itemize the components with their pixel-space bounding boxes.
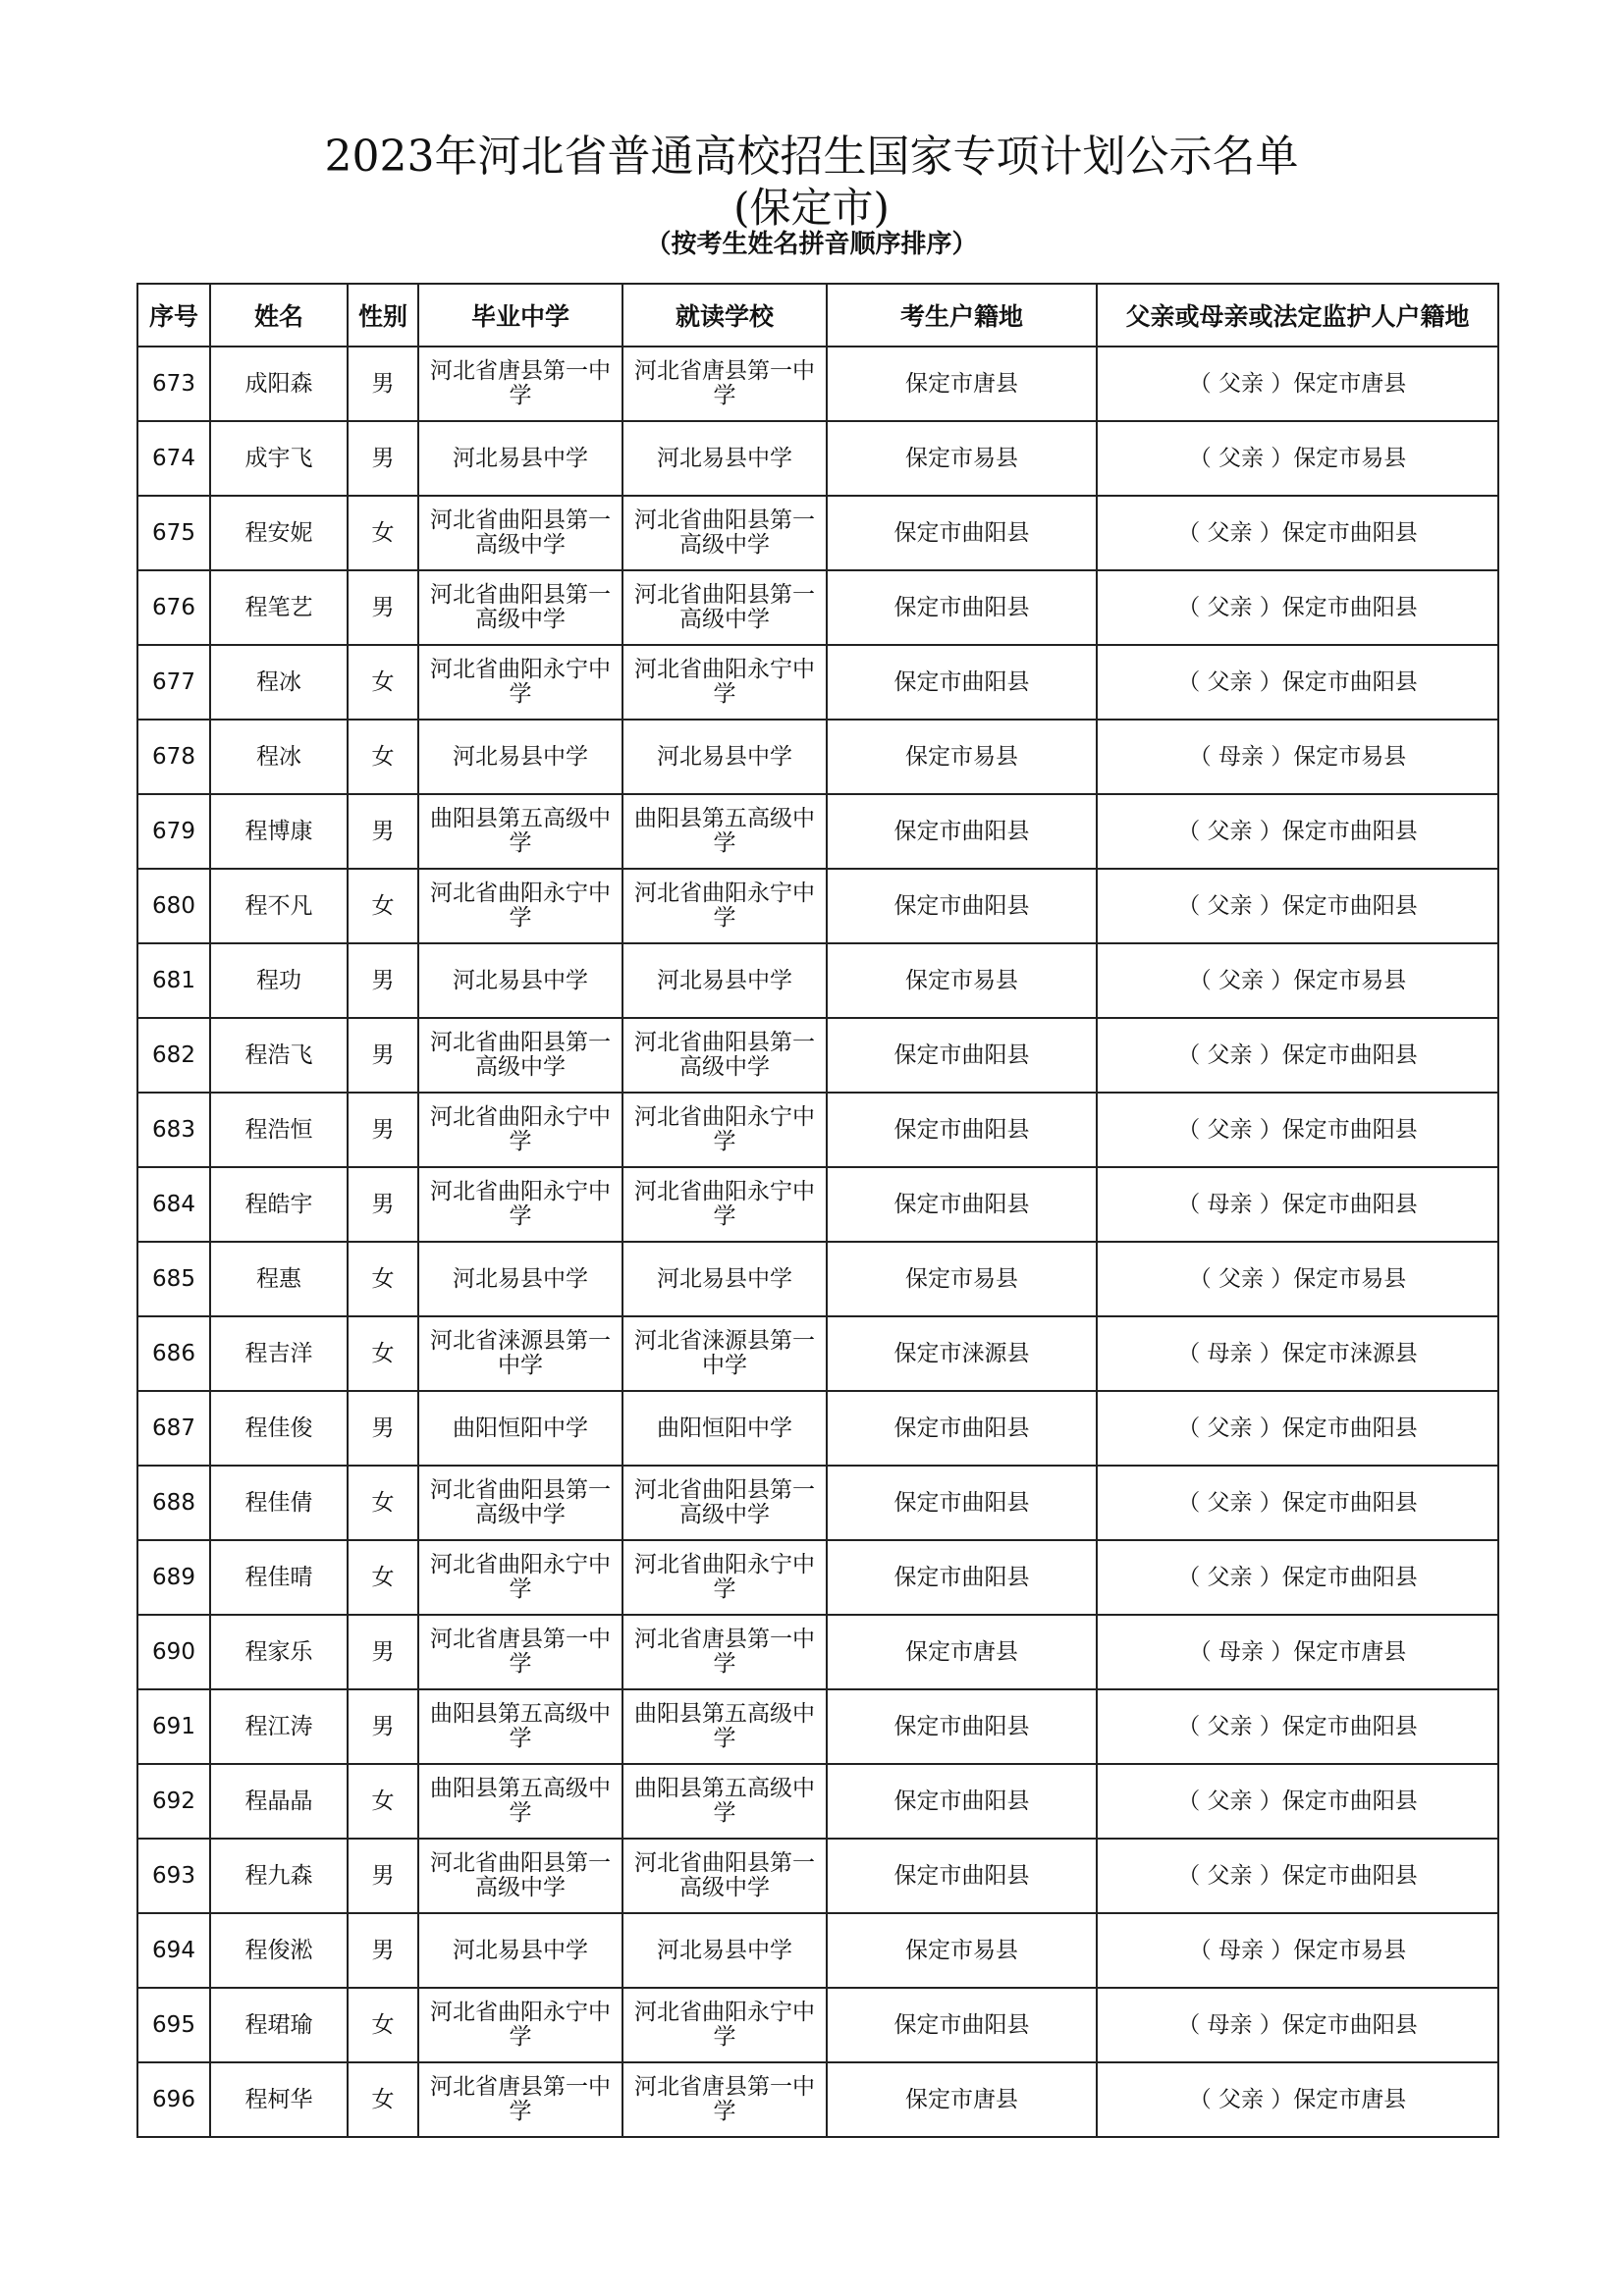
cell-grad-school: 河北省曲阳县第一高级中学: [418, 1018, 622, 1093]
cell-id: 687: [137, 1391, 210, 1466]
cell-current-school: 曲阳县第五高级中学: [622, 1689, 827, 1764]
cell-name: 程佳俊: [210, 1391, 348, 1466]
cell-guardian: （ 父亲 ）保定市曲阳县: [1097, 1764, 1498, 1839]
cell-guardian: （ 父亲 ）保定市易县: [1097, 421, 1498, 496]
cell-id: 695: [137, 1988, 210, 2062]
cell-gender: 男: [348, 570, 418, 645]
cell-household: 保定市易县: [827, 1913, 1097, 1988]
sort-note: （按考生姓名拼音顺序排序）: [645, 230, 978, 259]
cell-current-school: 河北省唐县第一中学: [622, 1615, 827, 1689]
cell-household: 保定市曲阳县: [827, 1764, 1097, 1839]
cell-guardian: （ 父亲 ）保定市唐县: [1097, 2062, 1498, 2137]
cell-id: 680: [137, 869, 210, 943]
cell-grad-school: 曲阳县第五高级中学: [418, 1764, 622, 1839]
cell-id: 676: [137, 570, 210, 645]
cell-gender: 女: [348, 1988, 418, 2062]
cell-name: 成宇飞: [210, 421, 348, 496]
cell-grad-school: 河北易县中学: [418, 1913, 622, 1988]
cell-guardian: （ 父亲 ）保定市曲阳县: [1097, 1839, 1498, 1913]
cell-grad-school: 河北省曲阳永宁中学: [418, 645, 622, 720]
cell-id: 692: [137, 1764, 210, 1839]
cell-grad-school: 河北省曲阳永宁中学: [418, 1988, 622, 2062]
cell-id: 684: [137, 1167, 210, 1242]
cell-guardian: （ 母亲 ）保定市唐县: [1097, 1615, 1498, 1689]
cell-household: 保定市唐县: [827, 2062, 1097, 2137]
cell-household: 保定市曲阳县: [827, 496, 1097, 570]
cell-guardian: （ 母亲 ）保定市涞源县: [1097, 1316, 1498, 1391]
cell-current-school: 河北易县中学: [622, 421, 827, 496]
table-row: [137, 570, 1498, 645]
cell-grad-school: 河北省曲阳永宁中学: [418, 1093, 622, 1167]
header-guardian: 父亲或母亲或法定监护人户籍地: [1097, 284, 1498, 347]
cell-name: 程不凡: [210, 869, 348, 943]
cell-id: 678: [137, 720, 210, 794]
table-row: [137, 1615, 1498, 1689]
cell-id: 685: [137, 1242, 210, 1316]
cell-household: 保定市唐县: [827, 347, 1097, 421]
table-row: [137, 1167, 1498, 1242]
cell-gender: 男: [348, 1093, 418, 1167]
cell-name: 程九森: [210, 1839, 348, 1913]
table-row: [137, 1242, 1498, 1316]
cell-grad-school: 河北省唐县第一中学: [418, 1615, 622, 1689]
cell-household: 保定市曲阳县: [827, 570, 1097, 645]
table-row: [137, 1689, 1498, 1764]
cell-household: 保定市曲阳县: [827, 1689, 1097, 1764]
header-current-school: 就读学校: [622, 284, 827, 347]
cell-name: 程家乐: [210, 1615, 348, 1689]
cell-gender: 女: [348, 2062, 418, 2137]
table-row: [137, 1391, 1498, 1466]
cell-gender: 男: [348, 1167, 418, 1242]
cell-id: 682: [137, 1018, 210, 1093]
table-row: [137, 1466, 1498, 1540]
cell-grad-school: 河北省曲阳县第一高级中学: [418, 1466, 622, 1540]
table-row: [137, 1764, 1498, 1839]
cell-id: 688: [137, 1466, 210, 1540]
cell-id: 674: [137, 421, 210, 496]
cell-grad-school: 河北省曲阳县第一高级中学: [418, 570, 622, 645]
cell-guardian: （ 父亲 ）保定市易县: [1097, 1242, 1498, 1316]
cell-id: 675: [137, 496, 210, 570]
cell-current-school: 河北省唐县第一中学: [622, 347, 827, 421]
cell-guardian: （ 父亲 ）保定市曲阳县: [1097, 794, 1498, 869]
table-header-row: [137, 284, 1498, 347]
cell-grad-school: 河北省曲阳县第一高级中学: [418, 1839, 622, 1913]
cell-household: 保定市易县: [827, 943, 1097, 1018]
cell-grad-school: 河北省曲阳永宁中学: [418, 869, 622, 943]
table-row: [137, 1316, 1498, 1391]
table-row: [137, 1540, 1498, 1615]
cell-household: 保定市曲阳县: [827, 1466, 1097, 1540]
cell-gender: 女: [348, 1242, 418, 1316]
cell-guardian: （ 父亲 ）保定市曲阳县: [1097, 1018, 1498, 1093]
cell-grad-school: 曲阳县第五高级中学: [418, 1689, 622, 1764]
table-row: [137, 943, 1498, 1018]
cell-household: 保定市曲阳县: [827, 869, 1097, 943]
cell-id: 677: [137, 645, 210, 720]
cell-grad-school: 河北省涞源县第一中学: [418, 1316, 622, 1391]
cell-current-school: 河北省曲阳县第一高级中学: [622, 496, 827, 570]
cell-gender: 男: [348, 1689, 418, 1764]
cell-gender: 女: [348, 1540, 418, 1615]
cell-grad-school: 河北易县中学: [418, 1242, 622, 1316]
cell-name: 程功: [210, 943, 348, 1018]
cell-household: 保定市易县: [827, 720, 1097, 794]
cell-guardian: （ 父亲 ）保定市曲阳县: [1097, 1093, 1498, 1167]
cell-gender: 女: [348, 720, 418, 794]
cell-gender: 男: [348, 1913, 418, 1988]
table-row: [137, 869, 1498, 943]
cell-grad-school: 河北易县中学: [418, 421, 622, 496]
cell-household: 保定市曲阳县: [827, 1839, 1097, 1913]
cell-gender: 女: [348, 496, 418, 570]
cell-gender: 男: [348, 1391, 418, 1466]
cell-household: 保定市曲阳县: [827, 1167, 1097, 1242]
cell-grad-school: 河北省唐县第一中学: [418, 347, 622, 421]
cell-name: 程安妮: [210, 496, 348, 570]
cell-gender: 男: [348, 1839, 418, 1913]
cell-gender: 男: [348, 1615, 418, 1689]
header-id: 序号: [137, 284, 210, 347]
table-row: [137, 347, 1498, 421]
cell-current-school: 河北省曲阳永宁中学: [622, 1540, 827, 1615]
cell-id: 696: [137, 2062, 210, 2137]
cell-current-school: 河北省曲阳县第一高级中学: [622, 1018, 827, 1093]
cell-name: 程浩飞: [210, 1018, 348, 1093]
cell-name: 程冰: [210, 645, 348, 720]
table-row: [137, 1093, 1498, 1167]
cell-name: 程江涛: [210, 1689, 348, 1764]
cell-gender: 女: [348, 1764, 418, 1839]
cell-name: 程惠: [210, 1242, 348, 1316]
cell-grad-school: 曲阳县第五高级中学: [418, 794, 622, 869]
table-row: [137, 2062, 1498, 2137]
cell-household: 保定市曲阳县: [827, 1093, 1097, 1167]
cell-household: 保定市曲阳县: [827, 794, 1097, 869]
table-row: [137, 645, 1498, 720]
table-body: [137, 347, 1498, 2137]
cell-guardian: （ 父亲 ）保定市曲阳县: [1097, 1391, 1498, 1466]
cell-name: 程博康: [210, 794, 348, 869]
cell-grad-school: 河北省曲阳县第一高级中学: [418, 496, 622, 570]
cell-guardian: （ 母亲 ）保定市易县: [1097, 1913, 1498, 1988]
cell-gender: 女: [348, 1466, 418, 1540]
header-grad-school: 毕业中学: [418, 284, 622, 347]
cell-guardian: （ 母亲 ）保定市曲阳县: [1097, 1988, 1498, 2062]
cell-name: 程冰: [210, 720, 348, 794]
cell-id: 681: [137, 943, 210, 1018]
cell-household: 保定市曲阳县: [827, 1018, 1097, 1093]
document-subtitle: (保定市): [733, 184, 890, 232]
cell-guardian: （ 父亲 ）保定市曲阳县: [1097, 1466, 1498, 1540]
cell-name: 程晶晶: [210, 1764, 348, 1839]
cell-household: 保定市曲阳县: [827, 1391, 1097, 1466]
cell-gender: 女: [348, 645, 418, 720]
cell-household: 保定市唐县: [827, 1615, 1097, 1689]
cell-id: 689: [137, 1540, 210, 1615]
roster-table: [136, 283, 1499, 2138]
cell-guardian: （ 母亲 ）保定市曲阳县: [1097, 1167, 1498, 1242]
cell-gender: 男: [348, 794, 418, 869]
cell-grad-school: 河北省曲阳永宁中学: [418, 1167, 622, 1242]
cell-guardian: （ 父亲 ）保定市曲阳县: [1097, 645, 1498, 720]
cell-current-school: 河北省曲阳县第一高级中学: [622, 1466, 827, 1540]
cell-gender: 男: [348, 347, 418, 421]
cell-household: 保定市曲阳县: [827, 645, 1097, 720]
cell-name: 程笔艺: [210, 570, 348, 645]
table-row: [137, 1839, 1498, 1913]
table-row: [137, 421, 1498, 496]
cell-name: 程吉洋: [210, 1316, 348, 1391]
cell-gender: 男: [348, 421, 418, 496]
cell-grad-school: 河北易县中学: [418, 943, 622, 1018]
cell-household: 保定市涞源县: [827, 1316, 1097, 1391]
cell-current-school: 河北省唐县第一中学: [622, 2062, 827, 2137]
cell-id: 690: [137, 1615, 210, 1689]
cell-current-school: 河北省曲阳县第一高级中学: [622, 570, 827, 645]
cell-gender: 男: [348, 943, 418, 1018]
cell-id: 693: [137, 1839, 210, 1913]
cell-current-school: 河北省曲阳永宁中学: [622, 1093, 827, 1167]
cell-name: 程珺瑜: [210, 1988, 348, 2062]
cell-current-school: 曲阳县第五高级中学: [622, 1764, 827, 1839]
header-gender: 性别: [348, 284, 418, 347]
cell-name: 程俊淞: [210, 1913, 348, 1988]
cell-guardian: （ 父亲 ）保定市曲阳县: [1097, 570, 1498, 645]
cell-household: 保定市曲阳县: [827, 1988, 1097, 2062]
cell-name: 程柯华: [210, 2062, 348, 2137]
cell-household: 保定市曲阳县: [827, 1540, 1097, 1615]
cell-gender: 女: [348, 1316, 418, 1391]
cell-name: 程佳晴: [210, 1540, 348, 1615]
cell-grad-school: 曲阳恒阳中学: [418, 1391, 622, 1466]
cell-guardian: （ 母亲 ）保定市易县: [1097, 720, 1498, 794]
cell-guardian: （ 父亲 ）保定市易县: [1097, 943, 1498, 1018]
table-row: [137, 794, 1498, 869]
cell-current-school: 河北省涞源县第一中学: [622, 1316, 827, 1391]
cell-id: 679: [137, 794, 210, 869]
cell-name: 程佳倩: [210, 1466, 348, 1540]
cell-id: 683: [137, 1093, 210, 1167]
document-title: 2023年河北省普通高校招生国家专项计划公示名单: [324, 132, 1299, 182]
cell-id: 694: [137, 1913, 210, 1988]
cell-current-school: 河北易县中学: [622, 943, 827, 1018]
cell-guardian: （ 父亲 ）保定市唐县: [1097, 347, 1498, 421]
table-row: [137, 1913, 1498, 1988]
header-household: 考生户籍地: [827, 284, 1097, 347]
cell-guardian: （ 父亲 ）保定市曲阳县: [1097, 496, 1498, 570]
cell-guardian: （ 父亲 ）保定市曲阳县: [1097, 869, 1498, 943]
cell-current-school: 河北省曲阳永宁中学: [622, 1167, 827, 1242]
cell-id: 686: [137, 1316, 210, 1391]
cell-grad-school: 河北易县中学: [418, 720, 622, 794]
header-name: 姓名: [210, 284, 348, 347]
cell-current-school: 河北省曲阳永宁中学: [622, 1988, 827, 2062]
cell-current-school: 河北易县中学: [622, 1242, 827, 1316]
cell-household: 保定市易县: [827, 421, 1097, 496]
cell-current-school: 河北省曲阳永宁中学: [622, 645, 827, 720]
cell-grad-school: 河北省唐县第一中学: [418, 2062, 622, 2137]
cell-current-school: 河北易县中学: [622, 1913, 827, 1988]
cell-current-school: 曲阳县第五高级中学: [622, 794, 827, 869]
cell-household: 保定市易县: [827, 1242, 1097, 1316]
cell-name: 成阳森: [210, 347, 348, 421]
table-row: [137, 720, 1498, 794]
cell-current-school: 河北省曲阳县第一高级中学: [622, 1839, 827, 1913]
cell-grad-school: 河北省曲阳永宁中学: [418, 1540, 622, 1615]
cell-id: 691: [137, 1689, 210, 1764]
table-row: [137, 1018, 1498, 1093]
table-row: [137, 1988, 1498, 2062]
cell-name: 程浩恒: [210, 1093, 348, 1167]
cell-id: 673: [137, 347, 210, 421]
cell-name: 程皓宇: [210, 1167, 348, 1242]
cell-guardian: （ 父亲 ）保定市曲阳县: [1097, 1689, 1498, 1764]
cell-current-school: 河北省曲阳永宁中学: [622, 869, 827, 943]
cell-gender: 女: [348, 869, 418, 943]
cell-guardian: （ 父亲 ）保定市曲阳县: [1097, 1540, 1498, 1615]
cell-gender: 男: [348, 1018, 418, 1093]
cell-current-school: 曲阳恒阳中学: [622, 1391, 827, 1466]
cell-current-school: 河北易县中学: [622, 720, 827, 794]
table-row: [137, 496, 1498, 570]
